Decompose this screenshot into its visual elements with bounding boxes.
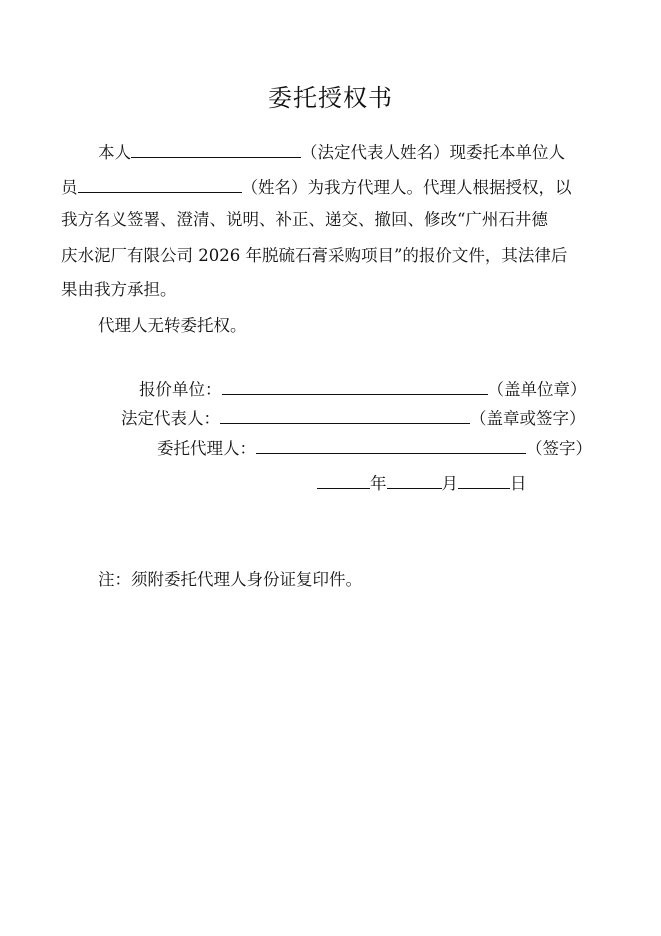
month-blank[interactable] <box>387 472 442 489</box>
para1-line2 <box>61 173 606 203</box>
para1-line4: 庆水泥厂有限公司 2026 年脱硫石膏采购项目”的报价文件，其法律后 <box>61 246 568 265</box>
unit-blank[interactable] <box>222 378 488 395</box>
text-segment: 本人 <box>98 143 131 162</box>
para1-line1 <box>98 138 606 168</box>
para2-line: 代理人无转委托权。 <box>98 316 247 335</box>
legal-note: （盖章或签字） <box>470 409 586 428</box>
day-blank[interactable] <box>458 472 510 489</box>
signature-legal-row <box>121 404 586 434</box>
unit-label: 报价单位： <box>139 380 222 399</box>
legal-label: 法定代表人： <box>121 409 220 428</box>
signature-unit-row <box>139 375 587 405</box>
signature-agent-row <box>157 434 592 464</box>
agent-name-blank[interactable] <box>78 176 242 193</box>
para1-line5: 果由我方承担。 <box>61 280 177 299</box>
agent-label: 委托代理人： <box>157 439 256 458</box>
agent-note: （签字） <box>526 439 592 458</box>
text-segment: （法定代表人姓名）现委托本单位人 <box>301 143 565 162</box>
legal-blank[interactable] <box>220 407 470 424</box>
year-blank[interactable] <box>317 472 370 489</box>
year-label: 年 <box>370 474 387 493</box>
date-row <box>317 469 527 499</box>
legal-rep-name-blank[interactable] <box>131 141 301 158</box>
day-label: 日 <box>510 474 527 493</box>
month-label: 月 <box>441 474 458 493</box>
unit-note: （盖单位章） <box>487 380 587 399</box>
para1-line3: 我方名义签署、澄清、说明、补正、递交、撤回、修改“广州石井德 <box>61 210 548 229</box>
agent-blank[interactable] <box>256 437 526 454</box>
text-segment: （姓名）为我方代理人。代理人根据授权，以 <box>241 178 572 197</box>
footnote: 注：须附委托代理人身份证复印件。 <box>98 570 362 589</box>
document-title: 委托授权书 <box>268 84 393 112</box>
text-segment: 员 <box>61 178 78 197</box>
